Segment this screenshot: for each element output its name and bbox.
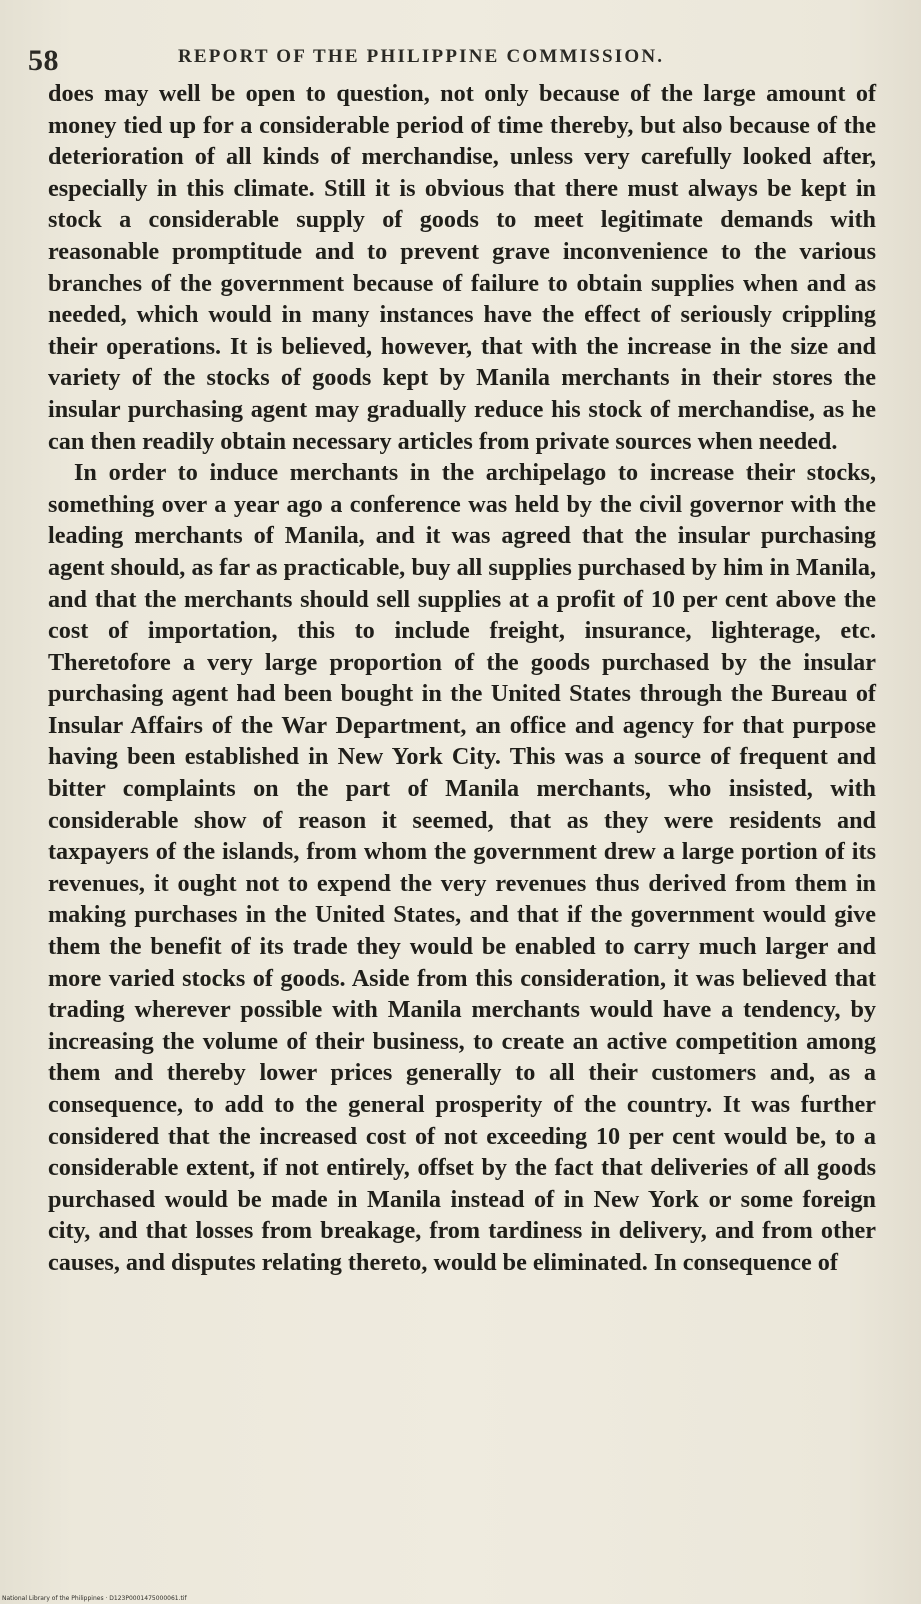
running-title: REPORT OF THE PHILIPPINE COMMISSION. bbox=[178, 46, 665, 67]
paragraph: In order to induce merchants in the archipelago to increase their stocks, something over a year ago a conference was held by the civil governor with the leading merchants of Manila, and it was agreed that the insular purchasing agent should, as far as practicable, buy all supplies purchased by him in Manila, and that the merchants should sell supplies at a profit of 10 per cent above the cost of importation, this to include freight, insurance, lighterage, etc. Theretofore a very large proportion of the goods purchased by the insular purchasing agent had been bought in the United States through the Bureau of Insular Affairs of the War Department, an office and agency for that purpose having been established in New York City. This was a source of frequent and bitter complaints on the part of Manila merchants, who insisted, with considerable show of reason it seemed, that as they were residents and taxpayers of the islands, from whom the government drew a large portion of its revenues, it ought not to expend the very revenues thus derived from them in making purchases in the United States, and that if the government would give them the benefit of its trade they would be enabled to carry much larger and more varied stocks of goods. Aside from this consideration, it was believed that trading wherever possible with Manila merchants would have a tendency, by increasing the volume of their business, to create an active competition among them and thereby lower prices generally to all their customers and, as a consequence, to add to the general prosperity of the country. It was further considered that the increased cost of not exceeding 10 per cent would be, to a considerable extent, if not entirely, offset by the fact that deliveries of all goods purchased would be made in Manila instead of in New York or some foreign city, and that losses from breakage, from tardiness in delivery, and from other causes, and disputes relating thereto, would be eliminated. In consequence of bbox=[48, 459, 876, 1276]
paragraph: does may well be open to question, not only because of the large amount of money tied up for a considerable period of time thereby, but also because of the deterioration of all kinds of merchandise, unless very carefully looked after, especially in this climate. Still it is obvious that there must always be kept in stock a considerable supply of goods to meet legitimate demands with reasonable promptitude and to prevent grave inconvenience to the various branches of the government because of failure to obtain supplies when and as needed, which would in many instances have the effect of seriously crippling their operations. It is believed, however, that with the increase in the size and variety of the stocks of goods kept by Manila merchants in their stores the insular purchasing agent may gradually reduce his stock of merchandise, as he can then readily obtain necessary articles from private sources when needed. bbox=[48, 80, 876, 455]
body-text bbox=[48, 78, 876, 1279]
scan-credit: National Library of the Philippines · D123P0001475000061.tif bbox=[2, 1595, 187, 1602]
page-header bbox=[28, 38, 891, 82]
page-number: 58 bbox=[28, 44, 59, 77]
